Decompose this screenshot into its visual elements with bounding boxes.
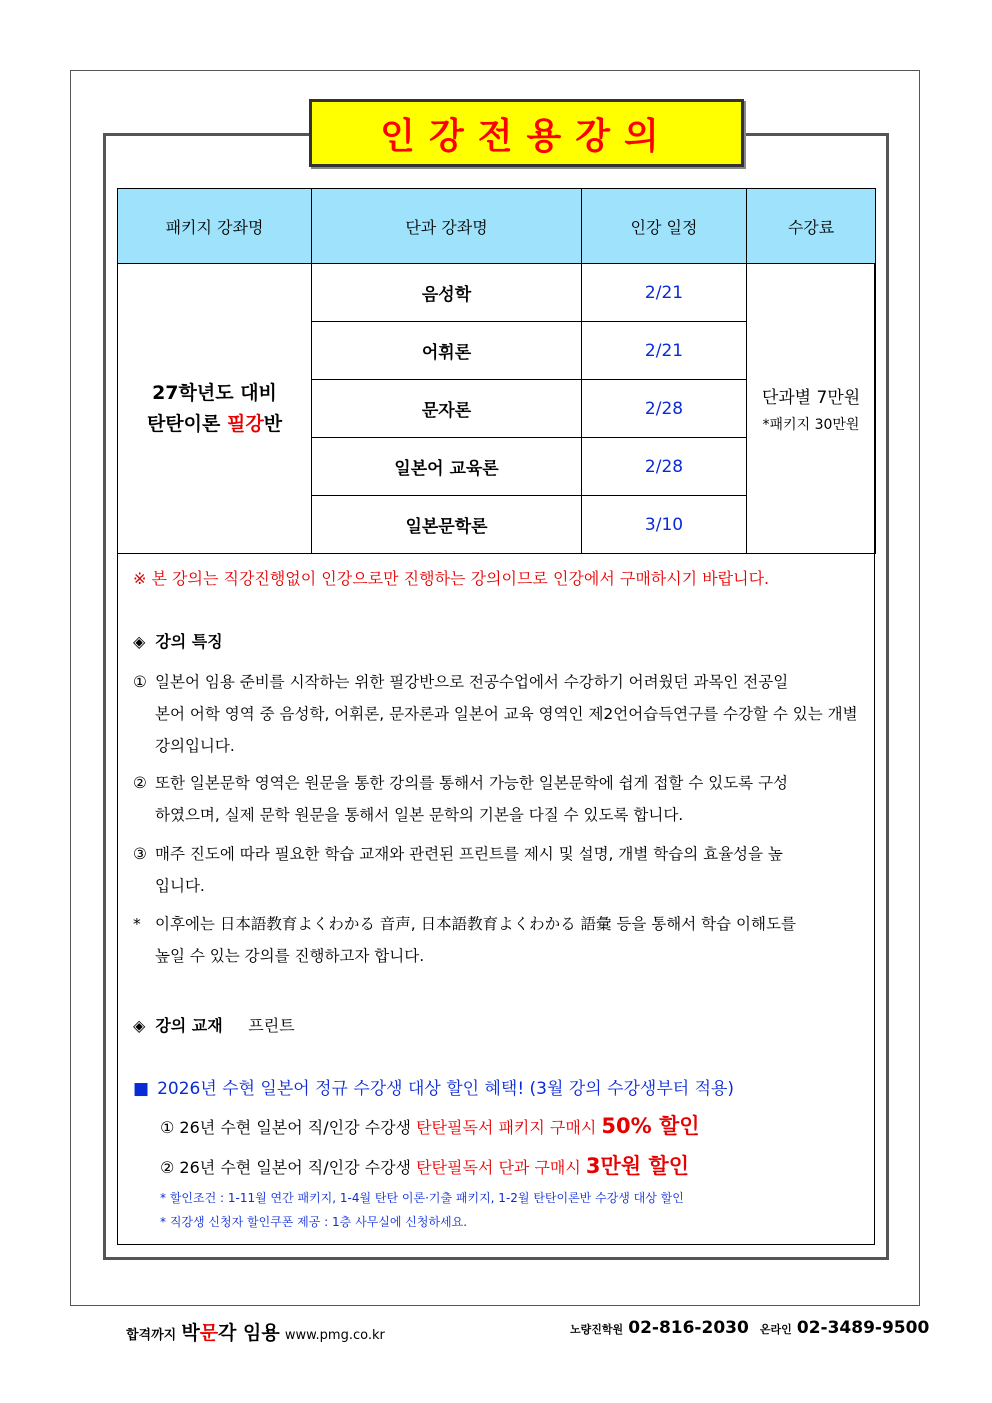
feature-item: * 이후에는 日本語教育よくわかる 音声, 日本語教育よくわかる 語彙 등을 통해서 학습 이해도를 높일 수 있는 강의를 진행하고자 합니다.: [133, 915, 796, 965]
course-date: 2/28: [582, 380, 747, 438]
course-date: 2/21: [582, 264, 747, 322]
course-table: [117, 188, 876, 554]
notice-text: ※ 본 강의는 직강진행없이 인강으로만 진행하는 강의이므로 인강에서 구매하시기 바랍니다.: [133, 569, 770, 588]
course-name: 어휘론: [312, 322, 582, 380]
feature-item: ① 일본어 임용 준비를 시작하는 위한 필강반으로 전공수업에서 수강하기 어려웠던 과목인 전공일 본어 어학 영역 중 음성학, 어휘론, 문자론과 일본어 교육 영역인 제2언어습득연구를 수강할 수 있는 개별 강의입니다.: [133, 673, 858, 755]
course-name: 일본어 교육론: [312, 438, 582, 496]
square-bullet-icon: ■: [133, 1079, 150, 1099]
brand-logo: 박문각 임용: [181, 1322, 280, 1344]
header-course: 단과 강좌명: [312, 189, 582, 264]
offer-2: ② 26년 수현 일본어 직/인강 수강생 탄탄필독서 단과 구매시 3만원 할인: [160, 1154, 689, 1178]
materials-value: 프린트: [248, 1016, 295, 1035]
course-name: 음성학: [312, 264, 582, 322]
page-title: 인강전용강의: [380, 115, 673, 157]
diamond-bullet-icon: ◈: [133, 632, 146, 651]
online-tel: 02-3489-9500: [796, 1318, 930, 1338]
course-date: 2/28: [582, 438, 747, 496]
diamond-bullet-icon: ◈: [133, 1016, 146, 1035]
footer-brand: 합격까지 박문각 임용 www.pmg.co.kr: [126, 1322, 385, 1344]
discount-condition-note: * 할인조건 : 1-11월 연간 패키지, 1-4월 탄탄 이론·기출 패키지, 1-2월 탄탄이론반 수강생 대상 할인: [160, 1191, 684, 1205]
course-name: 문자론: [312, 380, 582, 438]
footer-contacts: 노량진학원 02-816-2030 온라인 02-3489-9500: [570, 1318, 930, 1338]
course-date: 3/10: [582, 496, 747, 554]
course-date: 2/21: [582, 322, 747, 380]
package-line1: 27학년도 대비: [152, 381, 277, 404]
features-heading: ◈ 강의 특징: [133, 632, 223, 651]
header-fee: 수강료: [747, 189, 876, 264]
course-name: 일본문학론: [312, 496, 582, 554]
coupon-note: * 직강생 신청자 할인쿠폰 제공 : 1층 사무실에 신청하세요.: [160, 1215, 468, 1229]
fee-cell: [747, 264, 876, 554]
fee-main: 단과별 7만원: [761, 388, 861, 408]
feature-item: ③ 매주 진도에 따라 필요한 학습 교재와 관련된 프린트를 제시 및 설명, 개별 학습의 효율성을 높 입니다.: [133, 845, 783, 895]
header-package: 패키지 강좌명: [118, 189, 312, 264]
feature-item: ② 또한 일본문학 영역은 원문을 통한 강의를 통해서 가능한 일본문학에 쉽게 접할 수 있도록 구성 하였으며, 실제 문학 원문을 통해서 일본 문학의 기본을 다질 수 있도록 합니다.: [133, 774, 789, 824]
package-line2: 탄탄이론 필강반: [146, 412, 283, 435]
package-cell: [118, 264, 312, 554]
promo-headline: ■ 2026년 수현 일본어 정규 수강생 대상 할인 혜택! (3월 강의 수강생부터 적용): [133, 1079, 735, 1099]
page-title-box: [309, 99, 744, 167]
fee-sub: *패키지 30만원: [762, 417, 860, 433]
table-row: [118, 264, 876, 322]
header-schedule: 인강 일정: [582, 189, 747, 264]
table-header-row: [118, 189, 876, 264]
footer-url[interactable]: www.pmg.co.kr: [284, 1328, 385, 1343]
materials-heading: ◈ 강의 교재 프린트: [133, 1016, 295, 1035]
office-tel: 02-816-2030: [628, 1318, 749, 1338]
offer-1: ① 26년 수현 일본어 직/인강 수강생 탄탄필독서 패키지 구매시 50% 할인: [160, 1114, 700, 1138]
